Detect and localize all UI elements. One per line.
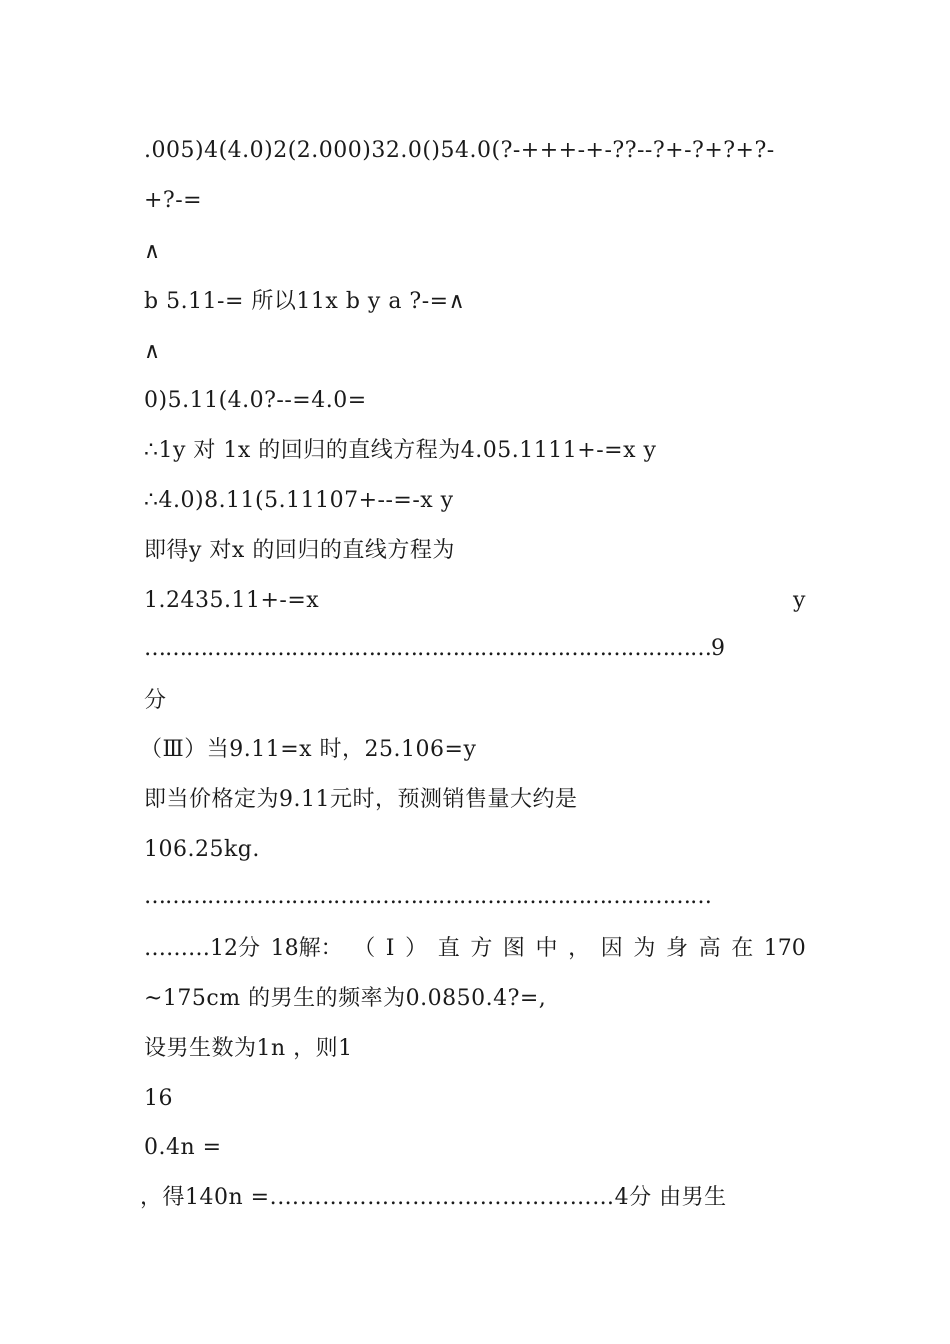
line-17-part: 图	[502, 936, 525, 961]
line-17-part: 因	[600, 936, 623, 961]
text-line-21: 0.4n =	[144, 1135, 222, 1160]
line-17-part: 170	[763, 936, 806, 961]
line-17-part: 在	[731, 936, 754, 961]
line-17-part: 身	[665, 936, 688, 961]
text-line-12: 分	[144, 688, 167, 713]
line-17-part: Ⅰ	[385, 936, 395, 961]
text-line-22: ，得140n =.………………………………………4分 由男生	[140, 1185, 727, 1210]
line-17-part: 18解：	[270, 936, 343, 961]
line-17-part: ）	[405, 936, 428, 961]
line-17-part: 中	[535, 936, 558, 961]
wedge-symbol: ∧	[144, 239, 161, 264]
text-line-18: ~175cm 的男生的频率为0.0850.4?=,	[144, 986, 547, 1011]
text-line-8: ∴4.0)8.11(5.11107+--=-x y	[144, 488, 454, 513]
line-17-part: 方	[470, 936, 493, 961]
line-17-part: （	[353, 936, 376, 961]
text-line-14: 即当价格定为9.11元时，预测销售量大约是	[144, 787, 578, 812]
text-line-10: 1.2435.11+-=x	[144, 588, 320, 613]
line-17-part: 高	[698, 936, 721, 961]
line-17-part: 直	[437, 936, 460, 961]
line-17-part: 为	[633, 936, 656, 961]
line-17-part: ，	[568, 936, 591, 961]
text-line-17	[144, 934, 806, 964]
text-line-7: ∴1y 对 1x 的回归的直线方程为4.05.1111+-=x y	[144, 438, 657, 463]
text-line-15: 106.25kg.	[144, 837, 260, 862]
dotted-leader: ………………………………………………………………………	[144, 884, 711, 909]
text-line-10-y: y	[793, 588, 806, 613]
text-line-6: 0)5.11(4.0?--=4.0=	[144, 388, 367, 413]
line-17-part: ………12分	[144, 936, 260, 961]
text-line-4: b 5.11-= 所以11x b y a ?-=∧	[144, 289, 466, 314]
text-line-20: 16	[144, 1086, 173, 1111]
dotted-leader-9: ………………………………………………………………………9	[144, 636, 724, 661]
text-line-13: （Ⅲ）当9.11=x 时，25.106=y	[140, 737, 477, 762]
text-line-2: +?-=	[144, 188, 203, 213]
text-line-1: .005)4(4.0)2(2.000)32.0()54.0(?-+++-+-??--?+-?+?+?-	[144, 138, 775, 163]
text-line-19: 设男生数为1n ，则1	[144, 1036, 353, 1061]
text-line-9: 即得y 对x 的回归的直线方程为	[144, 538, 455, 563]
wedge-symbol: ∧	[144, 339, 161, 364]
